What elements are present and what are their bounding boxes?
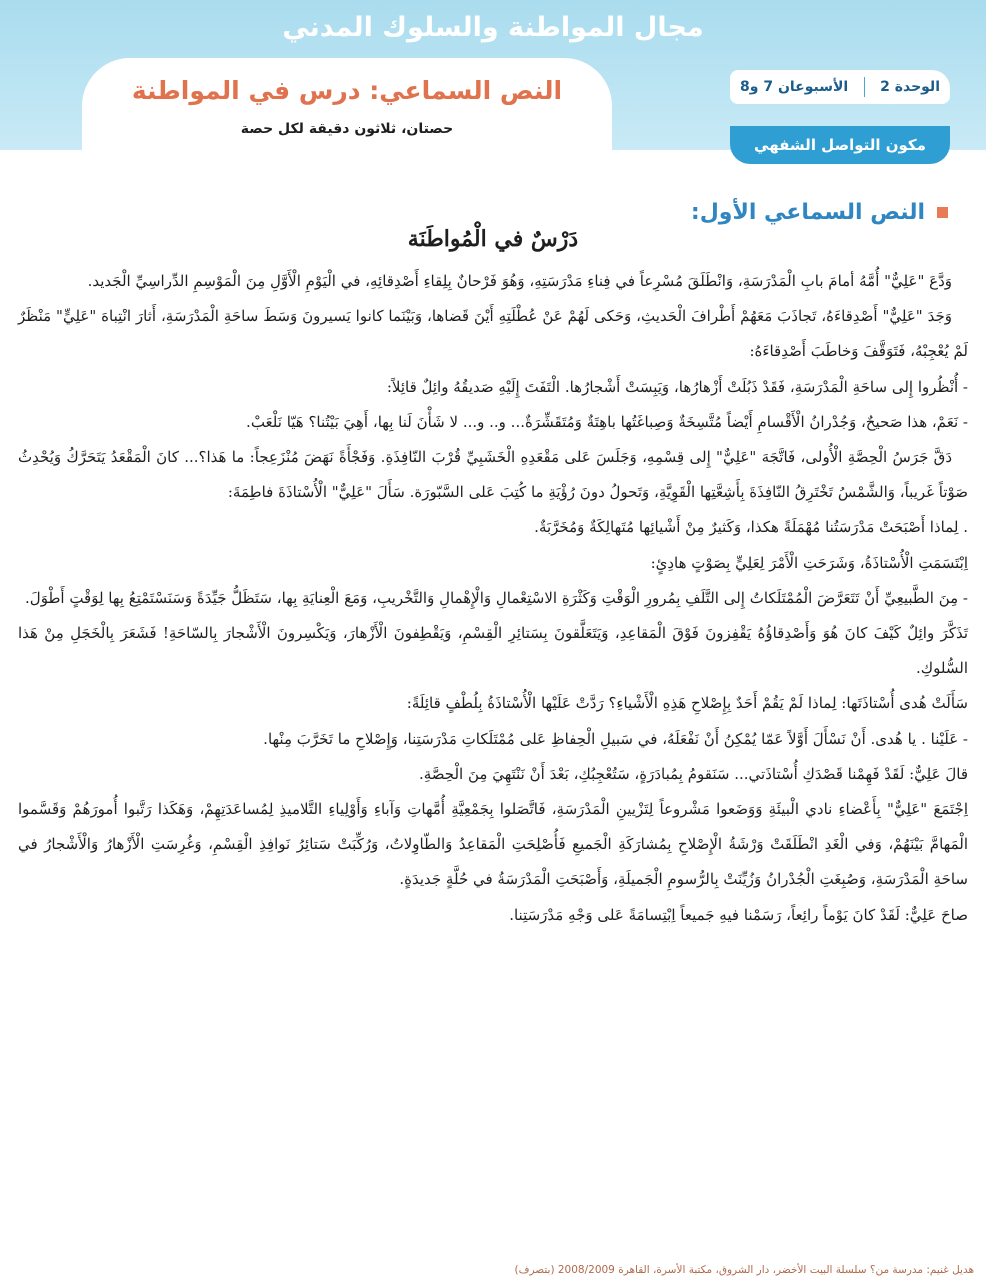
paragraph: وَدَّعَ "عَلِيٌّ" أُمَّهُ أمامَ بابِ الْمَدْرَسَةِ، وَانْطَلَقَ مُسْرِعاً في فِناءِ مَدْرَسَتِهِ، وَهُوَ فَرْحانٌ بِلِقاءِ أَصْدِقائِهِ، في الْيَوْمِ الْأَوَّلِ مِنَ الْمَوْسِمِ الدِّراسِيِّ الْجَديد. xyxy=(87,272,952,290)
paragraph: سَأَلَتْ هُدى أُسْتاذَتَها: لِماذا لَمْ يَقُمْ أَحَدٌ بِإِصْلاحِ هَذِهِ الْأَشْياءِ؟ رَدَّتْ عَلَيْها الْأُسْتاذَةُ بِلُطْفٍ قائِلَةً: xyxy=(406,694,968,713)
lesson-title: النص السماعي: درس في المواطنة xyxy=(131,76,563,105)
paragraph: - أُنْظُروا إِلى ساحَةِ الْمَدْرَسَةِ، فَقَدْ ذَبُلَتْ أَزْهارُها، وَيَبِسَتْ أَشْجارُها. الْتَفَتَ إِلَيْهِ صَديقُهُ وائِلٌ قائِلاً: xyxy=(386,377,968,396)
paragraph: دَقَّ جَرَسُ الْحِصَّةِ الْأُولى، فَاتَّجَهَ "عَلِيٌّ" إِلى قِسْمِهِ، وَجَلَسَ عَلى مَقْعَدِهِ الْخَشَبِيِّ قُرْبَ النّافِذَةِ. وَفَجْأَةً نَهَضَ مُنْزَعِجاً: ما هَذا؟... كانَ الْمَقْعَدُ يَتَحَرَّكُ وَيُحْدِثُ صَوْتاً غَريباً، وَالشَّمْسُ تَخْتَرِقُ النّافِذَةَ بِأَشِعَّتِها الْقَوِيَّةِ، وَتَحولُ دونَ رُؤْيَةِ ما كُتِبَ عَلى السَّبّورَة. سَأَلَ "عَلِيٌّ" الْأُسْتاذَةَ فاطِمَةَ: xyxy=(18,448,968,502)
section-heading xyxy=(691,200,948,225)
weeks-label: الأسبوعان 7 و8 xyxy=(740,79,849,95)
lesson-card xyxy=(82,58,612,153)
paragraph: اِجْتَمَعَ "عَلِيٌّ" بِأَعْضاءِ نادي الْبيئَةِ وَوَضَعوا مَشْروعاً لِتَزْيينِ الْمَدْرَسَةِ، فَاتَّصَلوا بِجَمْعِيَّةِ أُمَّهاتِ وَآباءِ وَأَوْلِياءِ التَّلاميذِ لِمُساعَدَتِهِمْ، وَهَكَذا رَتَّبوا أُمورَهُمْ وَقَسَّموا الْمَهامَّ بَيْنَهُمْ، وَفي الْغَدِ انْطَلَقَتْ وَرْشَةُ الْإِصْلاحِ بِمُشارَكَةِ الْجَميعِ فَأُصْلِحَتِ الْمَقاعِدُ وَالطّاوِلاتُ، وَرُكِّبَتْ سَتائِرُ نَوافِذِ الْقِسْمِ، وَغُرِسَتِ الْأَزْهارُ وَالْأَشْجارُ في ساحَةِ الْمَدْرَسَةِ، وَصُبِغَتِ الْجُدْرانُ وَزُيِّنَتْ بِالرُّسومِ الْجَميلَةِ، وَأَصْبَحَتِ الْمَدْرَسَةُ في حُلَّةٍ جَديدَةٍ. xyxy=(18,800,968,889)
domain-title: مجال المواطنة والسلوك المدني xyxy=(282,12,704,43)
paragraph: صاحَ عَلِيٌّ: لَقَدْ كانَ يَوْماً رائِعاً، رَسَمْنا فيهِ جَميعاً اِبْتِسامَةً عَلى وَجْهِ مَدْرَسَتِنا. xyxy=(509,905,968,924)
section-title: النص السماعي الأول: xyxy=(690,200,925,225)
lesson-duration: حصتان، ثلاثون دقيقة لكل حصة xyxy=(240,121,454,137)
unit-label: الوحدة 2 xyxy=(880,79,940,95)
unit-separator xyxy=(864,77,865,97)
paragraph: قالَ عَلِيٌّ: لَقَدْ فَهِمْنا قَصْدَكِ أُسْتاذَتي... سَنَقومُ بِمُبادَرَةٍ، سَتُعْجِبُكِ، بَعْدَ أَنْ نَنْتَهِيَ مِنَ الْحِصَّةِ. xyxy=(418,764,968,783)
component-tab: مكون التواصل الشفهي xyxy=(730,126,950,164)
source-citation: هديل غنيم: مدرسة من؟ سلسلة البيت الأخضر، دار الشروق، مكتبة الأسرة، القاهرة 2008/2009 (بتصرف) xyxy=(514,1264,974,1276)
paragraph: وَجَدَ "عَلِيٌّ" أَصْدِقاءَهُ، تَجاذَبَ مَعَهُمْ أَطْرافَ الْحَديثِ، وَحَكى لَهُمْ عَنْ عُطْلَتِهِ أَيْنَ قَضاها، وَبَيْنَما كانوا يَسيرونَ وَسَطَ ساحَةِ الْمَدْرَسَةِ، أَثارَ انْتِباهَ "عَلِيٍّ" مَنْظَرٌ لَمْ يُعْجِبْهُ، فَتَوَقَّفَ وَخاطَبَ أَصْدِقاءَهُ: xyxy=(18,307,968,361)
unit-info xyxy=(730,70,950,104)
paragraph: تَذَكَّرَ وائِلٌ كَيْفَ كانَ هُوَ وَأَصْدِقاؤُهُ يَقْفِزونَ فَوْقَ الْمَقاعِدِ، وَيَتَعَلَّقونَ بِسَتائِرِ الْقِسْمِ، وَيَقْطِفونَ الْأَزْهارَ، وَيَكْسِرونَ الْأَشْجارَ بِالسّاحَةِ! فَشَعَرَ بِالْخَجَلِ مِنْ هَذا السُّلوكِ. xyxy=(18,624,968,678)
paragraph: . لِماذا أَصْبَحَتْ مَدْرَسَتُنا مُهْمَلَةً هكذا، وَكَثيرٌ مِنْ أَشْيائِها مُتَهالِكَةٌ وَمُخَرَّبَةٌ. xyxy=(534,518,968,537)
story-body xyxy=(18,264,968,1244)
paragraph: - مِنَ الطَّبيعِيِّ أَنْ تَتَعَرَّضَ الْمُمْتَلَكاتُ إِلى التَّلَفِ بِمُرورِ الْوَقْتِ وَكَثْرَةِ الاسْتِعْمالِ وَالْإِهْمالِ وَالتَّخْريبِ، وَمَعَ الْعِنايَةِ بِها، سَتَظَلُّ جَيِّدَةً وَسَنَسْتَمْتِعُ بِها لِوَقْتٍ أَطْوَلَ. xyxy=(25,588,968,607)
story-title: دَرْسٌ في الْمُواطَنَة xyxy=(407,226,579,252)
paragraph: - عَلَيْنا . يا هُدى. أَنْ نَسْأَلَ أَوَّلاً عَمّا يُمْكِنُ أَنْ نَفْعَلَهُ، في سَبيلِ الْحِفاظِ عَلى مُمْتَلَكاتِ مَدْرَسَتِنا، وَإِصْلاحِ ما تَخَرَّبَ مِنْها. xyxy=(263,729,968,748)
paragraph: اِبْتَسَمَتِ الْأُسْتاذَةُ، وَشَرَحَتِ الْأَمْرَ لِعَلِيٍّ بِصَوْتٍ هادِئٍ: xyxy=(650,553,968,572)
bullet-square-icon xyxy=(937,207,948,218)
paragraph: - نَعَمْ، هذا صَحيحٌ، وَجُدْرانُ الْأَقْسامِ أَيْضاً مُتَّسِخَةٌ وَصِباغَتُها باهِتَةٌ وَمُتَقَشِّرَةٌ... و.. و... لا شَأْنَ لَنا بِها، أَهِيَ بَيْتُنا؟ هَيّا نَلْعَبْ. xyxy=(246,412,968,431)
